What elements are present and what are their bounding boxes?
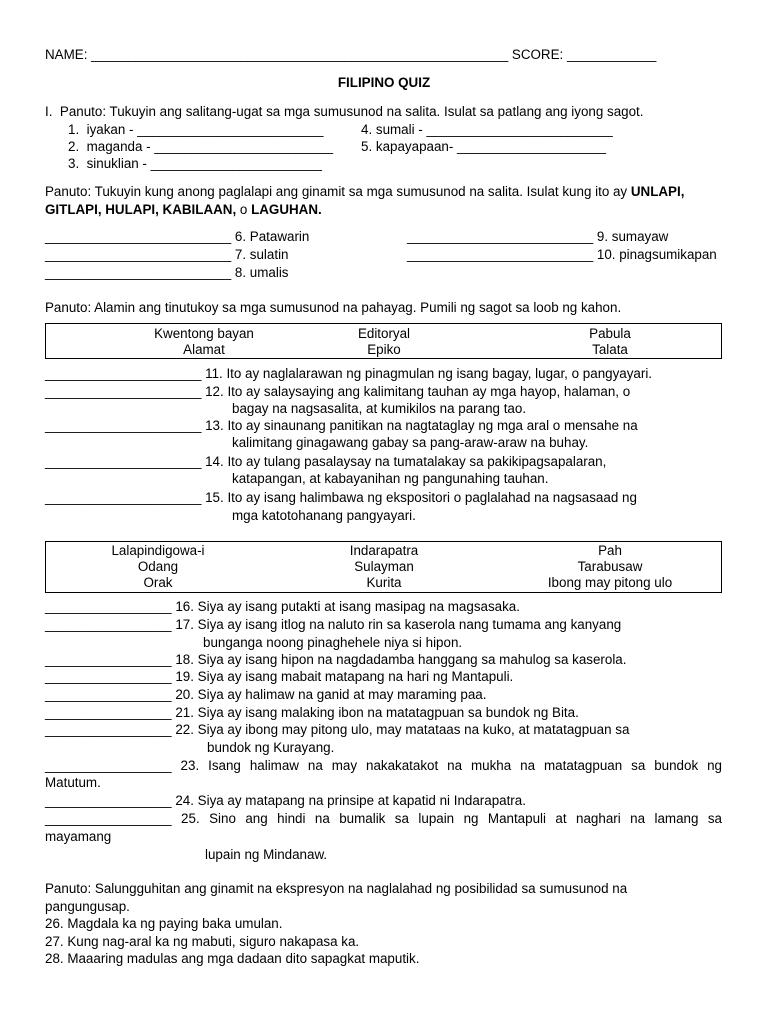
item-9: _________________________ 9. sumayaw [407, 229, 669, 244]
item-15: _____________________ 15. Ito ay isang halimbawa ng ekspositori o paglalahad na nagsasaad ng [45, 490, 637, 505]
choice-talata: Talata [592, 342, 628, 357]
choice-tarabusaw: Tarabusaw [577, 559, 643, 574]
part2-instruction-text: Panuto: Tukuyin kung anong paglalapi ang ginamit sa mga sumusunod na salita. Isulat kung ito ay [45, 184, 631, 199]
item-4: 4. sumali - _________________________ [361, 122, 613, 137]
choice-pah: Pah [598, 543, 622, 558]
item-1: 1. iyakan - _________________________ [68, 122, 324, 137]
choice-alamat: Alamat [183, 342, 225, 357]
item-19: _________________ 19. Siya ay isang mabait matapang na hari ng Mantapuli. [45, 669, 514, 684]
item-14: _____________________ 14. Ito ay tulang pasalaysay na tumatalakay sa pakikipagsapalaran, [45, 454, 607, 469]
choice-indarapatra: Indarapatra [349, 543, 419, 558]
item-3: 3. sinuklian - _______________________ [68, 156, 322, 171]
item-8: _________________________ 8. umalis [45, 265, 289, 280]
item-26: 26. Magdala ka ng paying baka umulan. [45, 916, 283, 931]
part2-laguhan: LAGUHAN. [251, 202, 322, 217]
item-17: _________________ 17. Siya ay isang itlog na naluto rin sa kaserola nang tumama ang kanyang [45, 617, 622, 632]
choice-box-1 [45, 323, 722, 359]
name-score-line: NAME: ________________________________________________________ SCORE: ____________ [45, 47, 657, 62]
item-25: _________________ 25. Sino ang hindi na bumalik sa lupain ng Mantapuli at naghari na lamang sa [45, 811, 722, 826]
choice-odang: Odang [137, 559, 179, 574]
item-12: _____________________ 12. Ito ay salaysaying ang kalimitang tauhan ay mga hayop, halaman, o [45, 384, 631, 399]
item-22-cont: bundok ng Kurayang. [207, 740, 335, 755]
item-12-cont: bagay na nagsasalita, at kumikilos na parang tao. [232, 401, 527, 416]
choice-box-2 [45, 541, 722, 593]
choice-orak: Orak [143, 575, 173, 590]
item-24: _________________ 24. Siya ay matapang na prinsipe at kapatid ni Indarapatra. [45, 793, 526, 808]
item-13-cont: kalimitang ginagawang gabay sa pang-araw-araw na buhay. [232, 435, 589, 450]
item-10: _________________________ 10. pinagsumikapan [407, 247, 717, 262]
item-25-cont2: lupain ng Mindanaw. [205, 847, 328, 862]
item-27: 27. Kung nag-aral ka ng mabuti, siguro nakapasa ka. [45, 934, 360, 949]
choice-pabula: Pabula [589, 326, 631, 341]
item-6: _________________________ 6. Patawarin [45, 229, 310, 244]
item-2: 2. maganda - ________________________ [68, 139, 334, 154]
item-7: _________________________ 7. sulatin [45, 247, 289, 262]
item-14-cont: katapangan, at kabayanihan ng pangunahing tauhan. [232, 471, 549, 486]
item-5: 5. kapayapaan- ____________________ [361, 139, 606, 154]
choice-ibong-may-pitong-ulo: Ibong may pitong ulo [547, 575, 673, 590]
part2-choices-bold: GITLAPI, HULAPI, KABILAAN, [45, 202, 237, 217]
item-22: _________________ 22. Siya ay ibong may pitong ulo, may matataas na kuko, at matatagpuan sa [45, 722, 630, 737]
item-18: _________________ 18. Siya ay isang hipon na nagdadamba hanggang sa mahulog sa kaserola. [45, 652, 627, 667]
item-17-cont: bunganga noong pinaghehele niya si hipon. [203, 635, 463, 650]
item-23-cont: Matutum. [45, 775, 101, 790]
part5-instruction: Panuto: Salungguhitan ang ginamit na ekspresyon na naglalahad ng posibilidad sa sumusunod na [45, 881, 628, 896]
part3-instruction: Panuto: Alamin ang tinutukoy sa mga sumusunod na pahayag. Pumili ng sagot sa loob ng kahon. [45, 300, 622, 315]
item-21: _________________ 21. Siya ay isang malaking ibon na matatagpuan sa bundok ng Bita. [45, 705, 579, 720]
choice-lalapindigowa-i: Lalapindigowa-i [111, 543, 205, 558]
choice-kwentong-bayan: Kwentong bayan [154, 326, 254, 341]
choice-sulayman: Sulayman [354, 559, 414, 574]
choice-editoryal: Editoryal [357, 326, 411, 341]
part2-instruction-line2 [45, 202, 322, 218]
choice-kurita: Kurita [366, 575, 402, 590]
item-11: _____________________ 11. Ito ay naglalarawan ng pinagmulan ng isang bagay, lugar, o pangyayari. [45, 366, 653, 381]
part5-instruction-cont: pangungusap. [45, 899, 130, 914]
part2-instruction-line1 [45, 184, 684, 200]
item-20: _________________ 20. Siya ay halimaw na ganid at may maraming paa. [45, 687, 487, 702]
item-23: _________________ 23. Isang halimaw na may nakakatakot na mukha na matatagpuan sa bundok ng [45, 758, 722, 773]
part1-instruction: I. Panuto: Tukuyin ang salitang-ugat sa mga sumusunod na salita. Isulat sa patlang ang iyong sagot. [45, 104, 644, 119]
item-25-cont: mayamang [45, 829, 112, 844]
item-28: 28. Maaaring madulas ang mga dadaan dito sapagkat maputik. [45, 951, 420, 966]
part2-instruction-bold: UNLAPI, [630, 184, 685, 199]
choice-epiko: Epiko [367, 342, 401, 357]
item-16: _________________ 16. Siya ay isang putakti at isang masipag na magsasaka. [45, 599, 520, 614]
item-15-cont: mga katotohanang pangyayari. [232, 508, 416, 523]
page-title: FILIPINO QUIZ [337, 75, 431, 90]
item-13: _____________________ 13. Ito ay sinaunang panitikan na nagtataglay ng mga aral o mensahe na [45, 418, 638, 433]
part2-or: o [236, 202, 252, 217]
